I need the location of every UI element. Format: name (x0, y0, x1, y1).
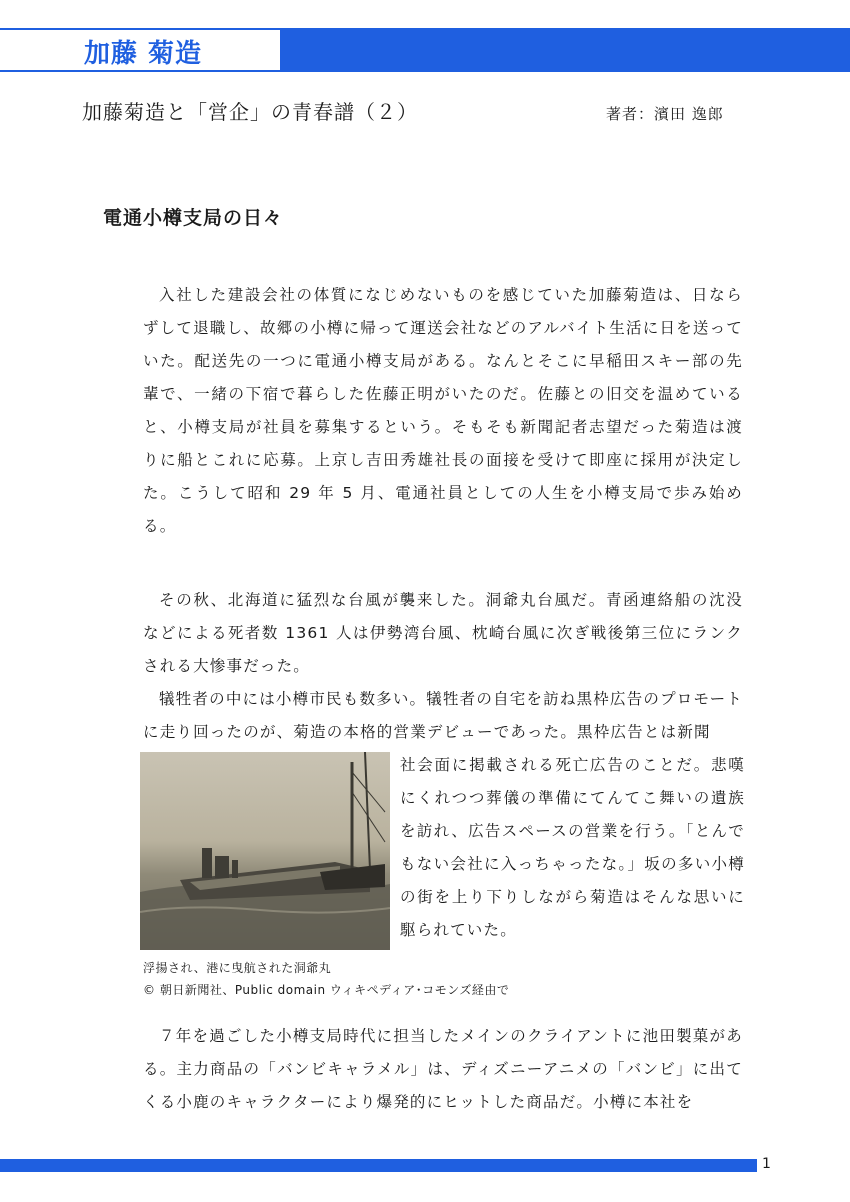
body-paragraph-3-wrap: 社会面に掲載される死亡広告のことだ。悲嘆にくれつつ葬儀の準備にてんてこ舞いの遺族を訪れ、広告スペースの営業を行う。「とんでもない会社に入っちゃったな。」坂の多い小樽の街を上り下りしながら菊造はそんな思いに駆られていた。 (400, 756, 745, 939)
body-paragraph-4: ７年を過ごした小樽支局時代に担当したメインのクライアントに池田製菓がある。主力商品の「バンビキャラメル」は、ディズニーアニメの「バンビ」に出てくる小鹿のキャラクターにより爆発的にヒットした商品だ。小樽に本社を (143, 1027, 743, 1111)
ship-photo (140, 752, 390, 950)
photo-credit: © 朝日新聞社、Public domain ウィキペディア･コモンズ経由で (143, 983, 510, 997)
body-paragraph-3: 犠牲者の中には小樽市民も数多い。犠牲者の自宅を訪ね黒枠広告のプロモートに走り回ったのが、菊造の本格的営業デビューであった。黒枠広告とは新聞 (143, 690, 743, 741)
body-paragraph-2: その秋、北海道に猛烈な台風が襲来した。洞爺丸台風だ。青函連絡船の沈没などによる死者数 1361 人は伊勢湾台風、枕崎台風に次ぎ戦後第三位にランクされる大惨事だった。 (143, 591, 743, 675)
ship-photo-illustration (140, 752, 390, 950)
author-credit: 著者：濱田 逸郎 (606, 105, 724, 123)
body-paragraph-1: 入社した建設会社の体質になじめないものを感じていた加藤菊造は、日ならずして退職し、故郷の小樽に帰って運送会社などのアルバイト生活に日を送っていた。配送先の一つに電通小樽支局がある。なんとそこに早稲田スキー部の先輩で、一緒の下宿で暮らした佐藤正明がいたのだ。佐藤との旧交を温めていると、小樽支局が社員を募集するという。そもそも新聞記者志望だった菊造は渡りに船とこれに応募。上京し吉田秀雄社長の面接を受けて即座に採用が決定した。こうして昭和 29 年 5 月、電通社員としての人生を小樽支局で歩み始める。 (143, 286, 743, 535)
section-heading: 電通小樽支局の日々 (103, 207, 284, 229)
footer-bar (0, 1159, 757, 1172)
photo-caption: 浮揚され、港に曳航された洞爺丸 (143, 961, 332, 975)
article-title: 加藤菊造と「営企」の青春譜（２） (82, 100, 418, 124)
page-number: 1 (762, 1156, 771, 1172)
series-title: 加藤 菊造 (84, 39, 203, 69)
header-bar (0, 28, 850, 72)
header-accent-fill (280, 28, 850, 72)
